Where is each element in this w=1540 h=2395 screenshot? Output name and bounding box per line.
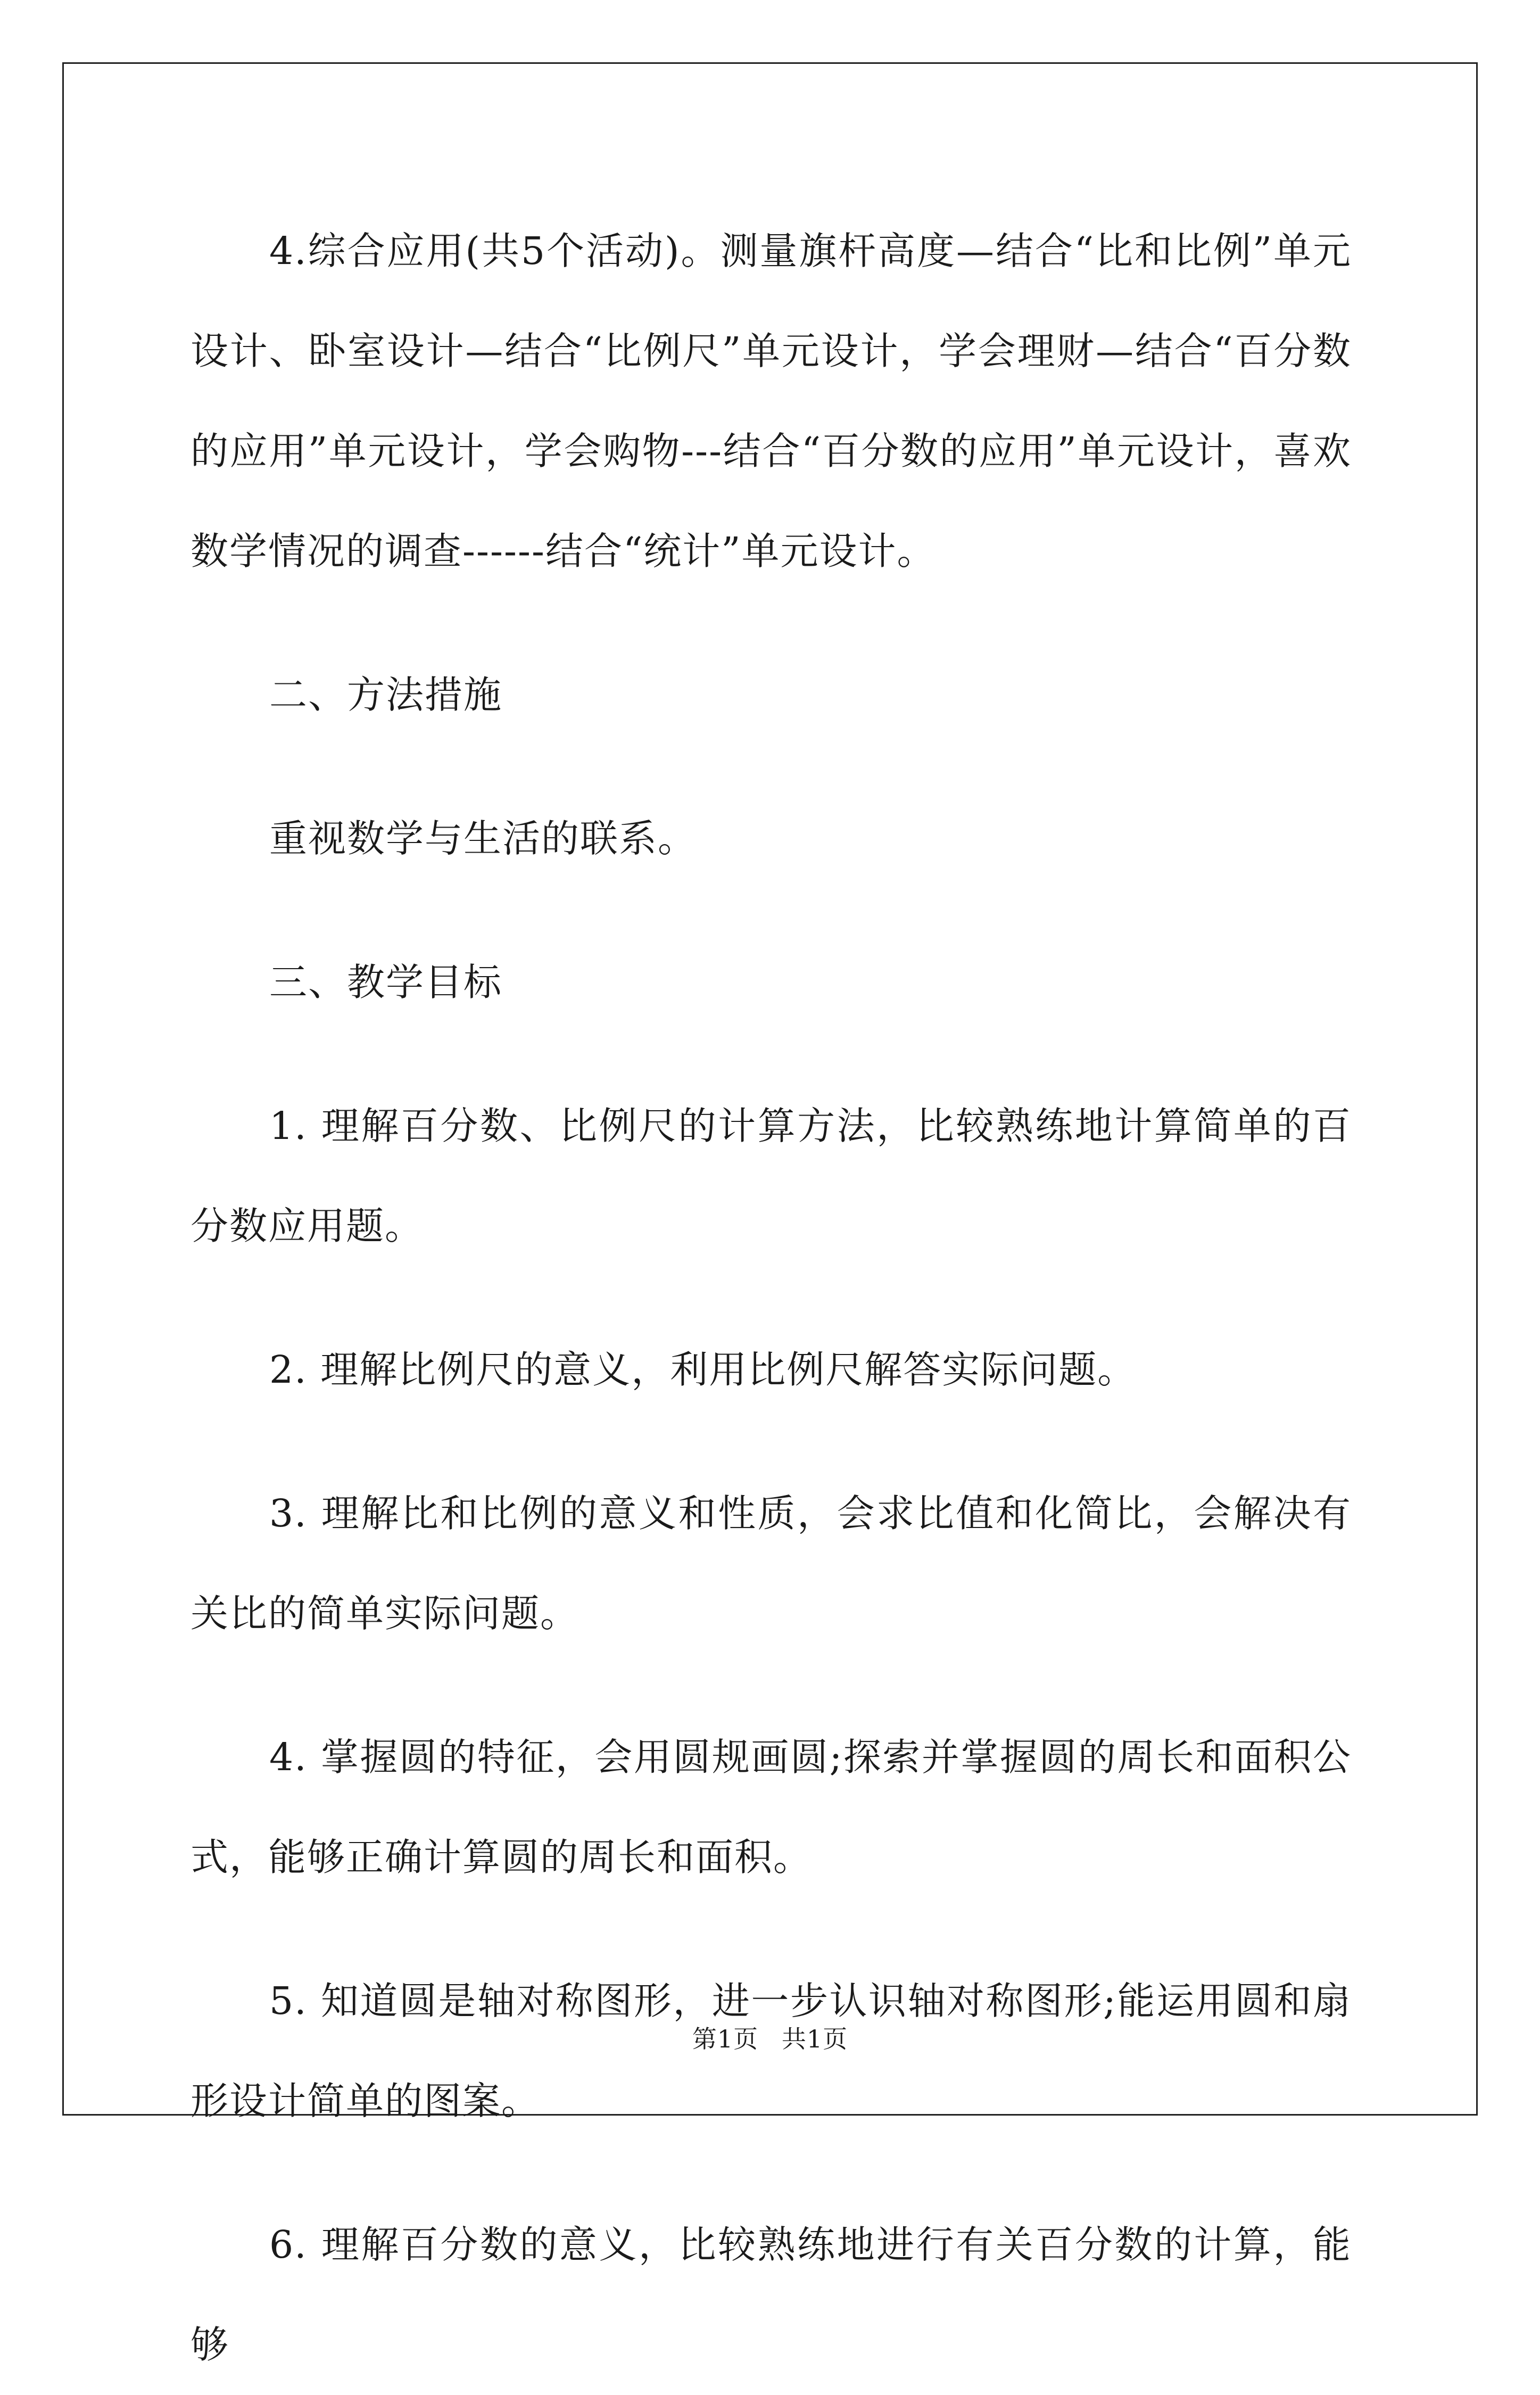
paragraph-methods: 重视数学与生活的联系。 xyxy=(269,816,697,861)
document-body xyxy=(191,201,1352,2395)
goal-item-1: 1. 理解百分数、比例尺的计算方法，比较熟练地计算简单的百分数应用题。 xyxy=(191,1104,1352,1248)
page-footer xyxy=(0,2020,1540,2055)
goal-item-5: 5. 知道圆是轴对称图形，进一步认识轴对称图形;能运用圆和扇形设计简单的图案。 xyxy=(191,1979,1352,2123)
section-heading-goals: 三、教学目标 xyxy=(269,960,503,1004)
goal-item-3: 3. 理解比和比例的意义和性质，会求比值和化简比，会解决有关比的简单实际问题。 xyxy=(191,1491,1352,1636)
goal-item-2: 2. 理解比例尺的意义，利用比例尺解答实际问题。 xyxy=(269,1348,1137,1392)
goal-item-6: 6. 理解百分数的意义，比较熟练地进行有关百分数的计算，能够 xyxy=(191,2223,1352,2367)
goal-item-4: 4. 掌握圆的特征，会用圆规画圆;探索并掌握圆的周长和面积公式，能够正确计算圆的周长和面积。 xyxy=(191,1735,1352,1879)
page-count: 共1页 xyxy=(781,2025,848,2053)
paragraph-comprehensive-application: 4.综合应用(共5个活动)。测量旗杆高度—结合“比和比例”单元设计、卧室设计—结合“比例尺”单元设计，学会理财—结合“百分数的应用”单元设计，学会购物---结合“百分数的应用”单元设计，喜欢数学情况的调查------结合“统计”单元设计。 xyxy=(191,229,1352,573)
section-heading-methods: 二、方法措施 xyxy=(269,673,503,717)
page-number: 第1页 xyxy=(692,2025,759,2053)
